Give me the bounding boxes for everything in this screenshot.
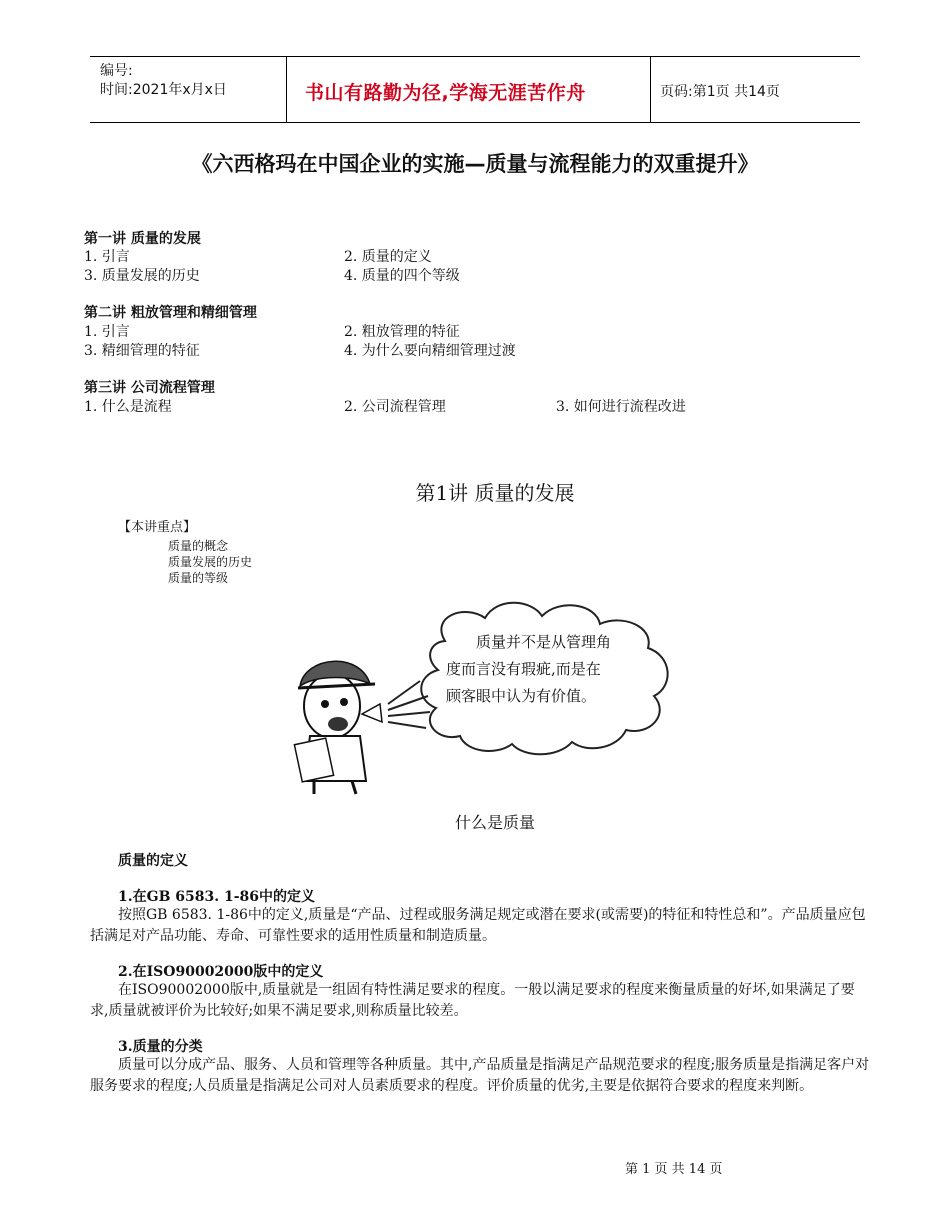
header-top-rule xyxy=(90,56,860,57)
section-2-body: 在ISO90002000版中,质量就是一组固有特性满足要求的程度。一般以满足要求的程度来衡量质量的好坏,如果满足了要求,质量就被评价为比较好;如果不满足要求,则称质量比较差。 xyxy=(90,982,855,1019)
section-3-body: 质量可以分成产品、服务、人员和管理等各种质量。其中,产品质量是指满足产品规范要求的程度;服务质量是指满足客户对服务要求的程度;人员质量是指满足公司对人员素质要求的程度。评价质量的优劣,主要是依据符合要求的程度来判断。 xyxy=(90,1057,870,1094)
toc-heading-1: 第一讲 质量的发展 xyxy=(84,231,201,247)
section-1-heading: 1.在GB 6583. 1-86中的定义 xyxy=(118,889,316,905)
header-number-label: 编号: xyxy=(100,63,133,79)
toc-item: 2. 粗放管理的特征 xyxy=(344,324,460,340)
toc-item: 4. 为什么要向精细管理过渡 xyxy=(344,343,516,359)
toc-heading-2: 第二讲 粗放管理和精细管理 xyxy=(84,305,257,321)
toc-item: 1. 引言 xyxy=(84,249,130,265)
key-points-label: 【本讲重点】 xyxy=(118,520,197,535)
footer-page-number: 第 1 页 共 14 页 xyxy=(625,1162,723,1177)
toc-item: 2. 质量的定义 xyxy=(344,249,432,265)
toc-item: 1. 什么是流程 xyxy=(84,399,172,415)
section-3-heading: 3.质量的分类 xyxy=(118,1039,203,1055)
toc-item: 2. 公司流程管理 xyxy=(344,399,446,415)
header-motto: 书山有路勤为径,学海无涯苦作舟 xyxy=(305,82,586,104)
toc-heading-3: 第三讲 公司流程管理 xyxy=(84,380,215,396)
key-point: 质量的等级 xyxy=(168,571,229,585)
section-1-body: 按照GB 6583. 1-86中的定义,质量是“产品、过程或服务满足规定或潜在要求(或需要)的特征和特性总和”。产品质量应包括满足对产品功能、寿命、可靠性要求的适用性质量和制造质量。 xyxy=(90,907,866,944)
bubble-line: 度而言没有瑕疵,而是在 xyxy=(446,660,601,678)
lecture-title: 第1讲 质量的发展 xyxy=(415,481,575,505)
toc-item: 3. 如何进行流程改进 xyxy=(556,399,686,415)
key-point: 质量发展的历史 xyxy=(168,555,253,569)
header-divider-left xyxy=(286,56,287,122)
bubble-line: 质量并不是从管理角 xyxy=(476,633,612,651)
header-bottom-rule xyxy=(90,122,860,123)
bubble-line: 顾客眼中认为有价值。 xyxy=(446,687,597,705)
bubble-text xyxy=(446,629,696,710)
key-point: 质量的概念 xyxy=(168,539,229,553)
header-page-info: 页码:第1页 共14页 xyxy=(660,84,780,100)
document-title: 《六西格玛在中国企业的实施—质量与流程能力的双重提升》 xyxy=(191,152,759,176)
header-divider-right xyxy=(650,56,651,122)
toc-item: 3. 精细管理的特征 xyxy=(84,343,200,359)
toc-item: 1. 引言 xyxy=(84,324,130,340)
header-time-label: 时间:2021年x月x日 xyxy=(100,82,227,98)
illustration-caption: 什么是质量 xyxy=(454,813,535,832)
toc-item: 4. 质量的四个等级 xyxy=(344,268,460,284)
toc-item: 3. 质量发展的历史 xyxy=(84,268,200,284)
section-2-heading: 2.在ISO90002000版中的定义 xyxy=(118,964,324,980)
definition-heading: 质量的定义 xyxy=(118,853,188,869)
